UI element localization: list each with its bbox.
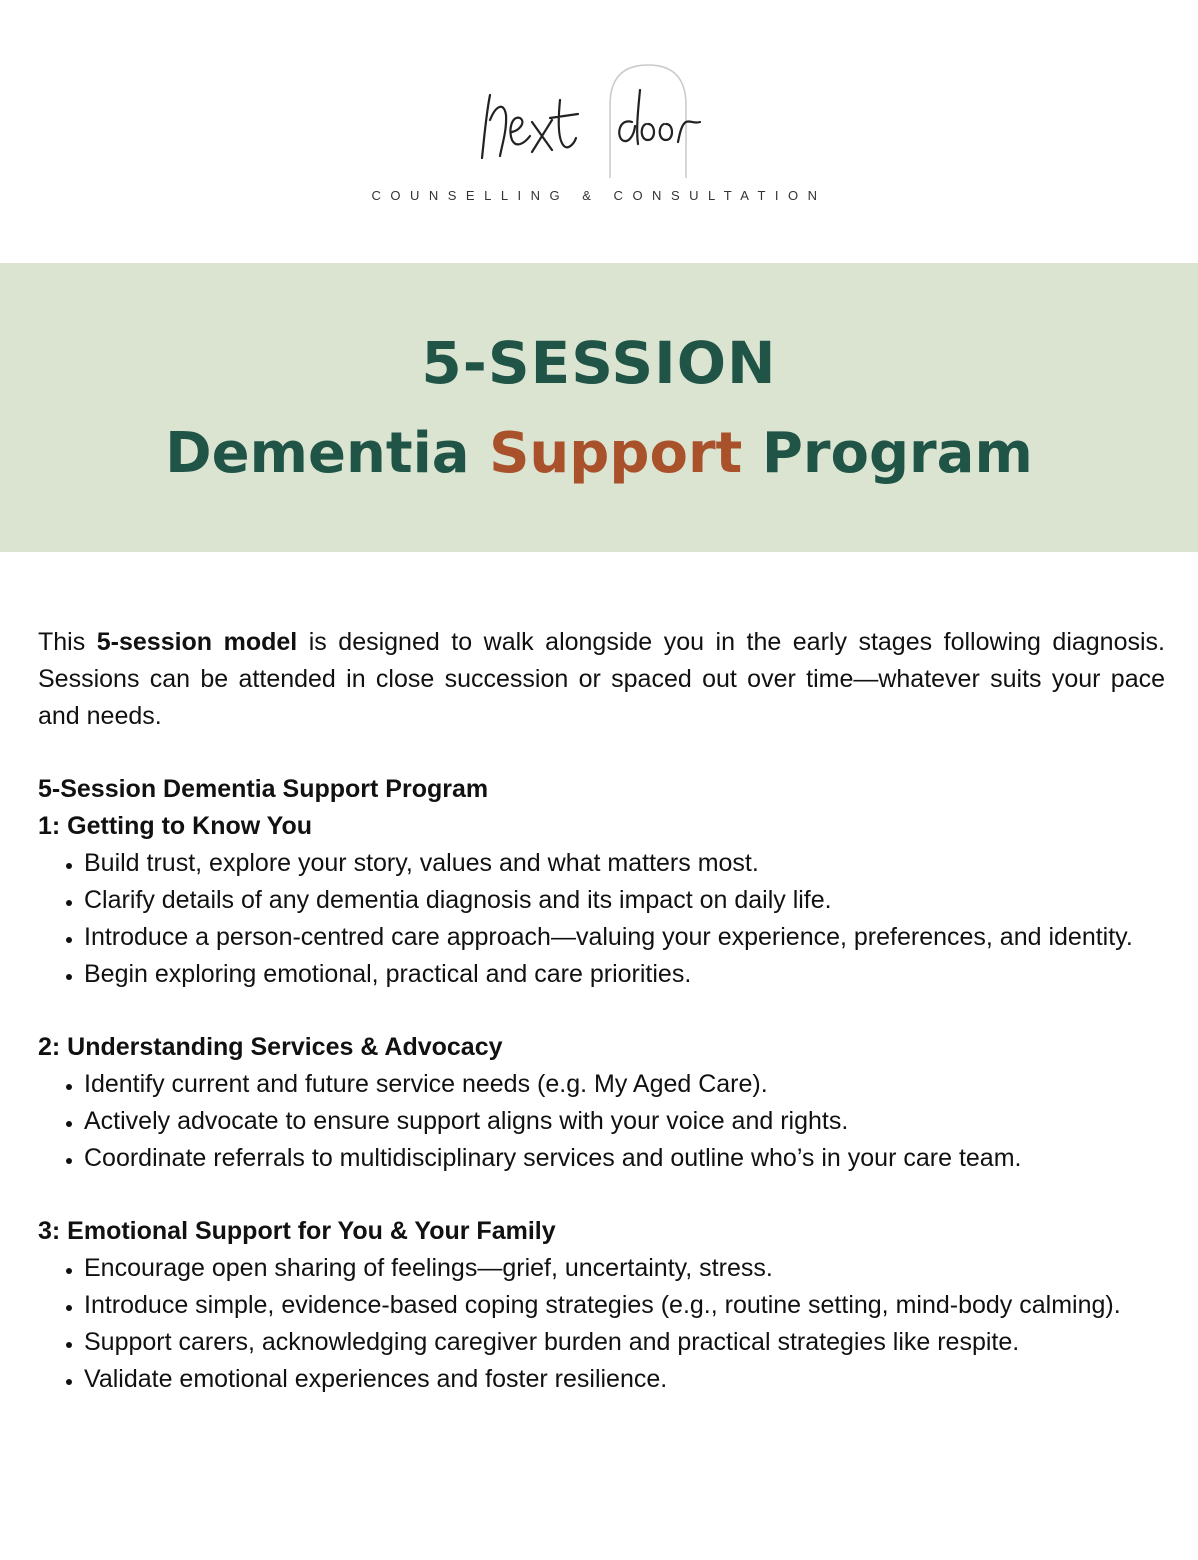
list-item: • Build trust, explore your story, values and what matters most. bbox=[84, 845, 1165, 882]
session-1-list bbox=[38, 845, 1165, 993]
list-item: • Validate emotional experiences and foster resilience. bbox=[84, 1361, 1165, 1398]
intro-after: is designed to walk alongside you in the early stages following diagnosis. Sessions can be attended in close succession or spaced out over time—whatever suits your pace and needs. bbox=[38, 628, 1165, 730]
list-item: • Introduce simple, evidence-based coping strategies (e.g., routine setting, mind-body calming). bbox=[84, 1287, 1165, 1324]
intro-bold: 5-session model bbox=[96, 628, 298, 656]
banner-title-accent: Support bbox=[489, 421, 743, 486]
list-item: • Introduce a person-centred care approach—valuing your experience, preferences, and identity. bbox=[84, 919, 1165, 956]
session-2-list bbox=[38, 1066, 1165, 1177]
banner-title-part2: Program bbox=[742, 421, 1033, 486]
session-3-list bbox=[38, 1250, 1165, 1398]
list-item: • Clarify details of any dementia diagnosis and its impact on daily life. bbox=[84, 882, 1165, 919]
banner-title-line1: 5-SESSION bbox=[421, 329, 777, 397]
list-item: • Identify current and future service needs (e.g. My Aged Care). bbox=[84, 1066, 1165, 1103]
title-banner bbox=[0, 263, 1198, 552]
intro-paragraph bbox=[38, 624, 1165, 735]
session-2-title: 2: Understanding Services & Advocacy bbox=[38, 1033, 503, 1061]
intro-before: This bbox=[38, 628, 97, 656]
list-item: • Actively advocate to ensure support aligns with your voice and rights. bbox=[84, 1103, 1165, 1140]
logo-wordmark-icon bbox=[460, 60, 740, 180]
banner-title-part1: Dementia bbox=[165, 421, 490, 486]
banner-title-line2 bbox=[0, 421, 1198, 486]
logo-tagline: COUNSELLING & CONSULTATION bbox=[371, 188, 827, 203]
document-body bbox=[38, 624, 1165, 1398]
list-item: • Coordinate referrals to multidisciplinary services and outline who’s in your care team. bbox=[84, 1140, 1165, 1177]
session-3-title: 3: Emotional Support for You & Your Family bbox=[38, 1217, 556, 1245]
program-title: 5-Session Dementia Support Program bbox=[38, 775, 489, 803]
list-item: • Support carers, acknowledging caregiver burden and practical strategies like respite. bbox=[84, 1324, 1165, 1361]
session-1-title: 1: Getting to Know You bbox=[38, 812, 313, 840]
logo bbox=[0, 60, 1198, 220]
list-item: • Encourage open sharing of feelings—grief, uncertainty, stress. bbox=[84, 1250, 1165, 1287]
list-item: • Begin exploring emotional, practical and care priorities. bbox=[84, 956, 1165, 993]
